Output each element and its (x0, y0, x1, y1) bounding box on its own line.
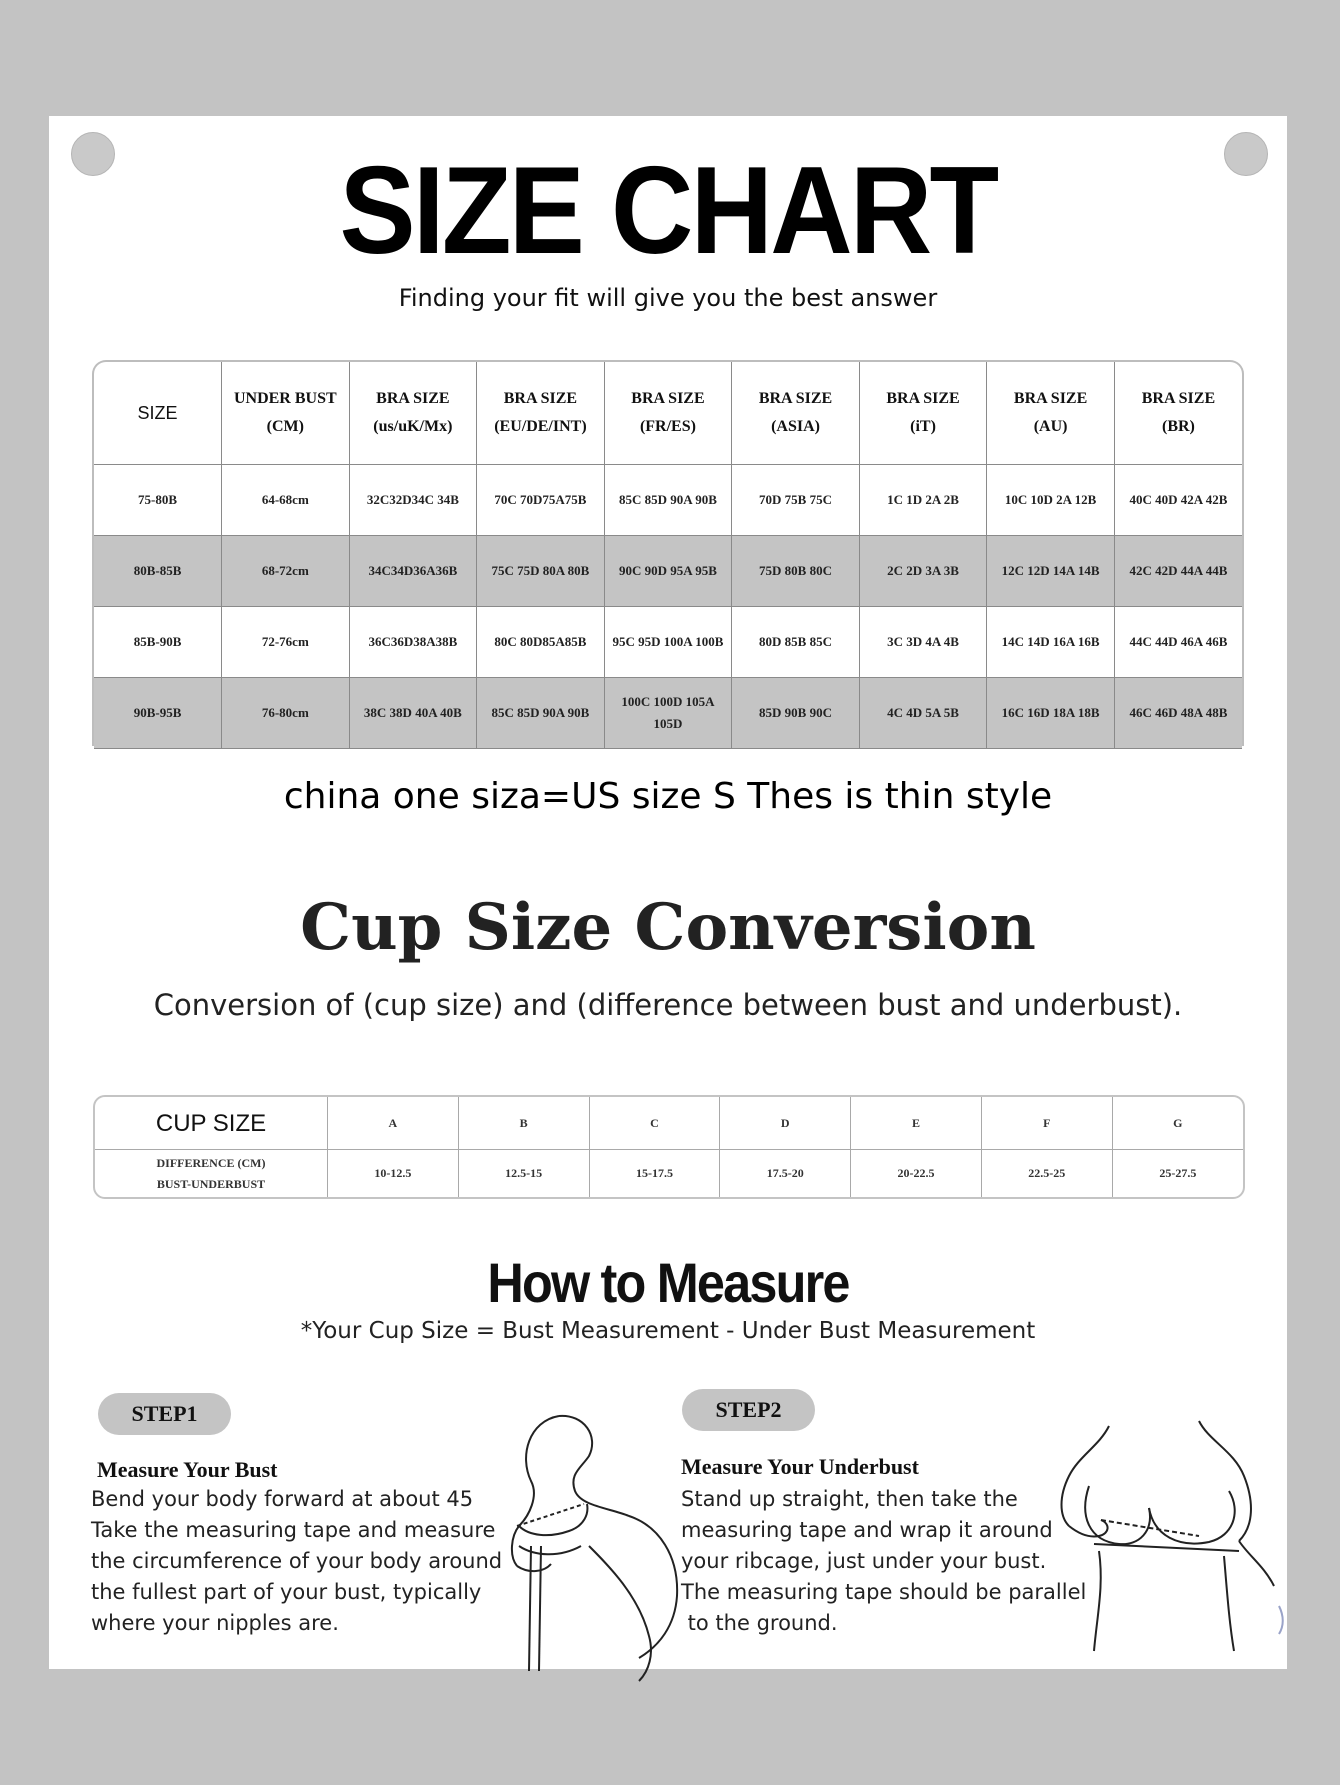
difference-label-line2: BUST-UNDERBUST (156, 1176, 266, 1191)
header-label: BRA SIZE (1141, 390, 1216, 407)
table-cell: 90C 90D 95A 95B (604, 536, 732, 607)
table-cell: 12C 12D 14A 14B (987, 536, 1115, 607)
header-cell (987, 362, 1115, 465)
table-cell: 32C32D34C 34B (349, 465, 477, 536)
table-cell: 34C34D36A36B (349, 536, 477, 607)
table-row (94, 607, 1242, 678)
table-cell: 75D 80B 80C (732, 536, 860, 607)
size-table (92, 360, 1244, 746)
difference-cell: 10-12.5 (328, 1150, 459, 1198)
table-cell: 1C 1D 2A 2B (859, 465, 987, 536)
step2-heading: Measure Your Underbust (681, 1454, 919, 1479)
header-sublabel: (us/uK/Mx) (373, 418, 453, 435)
table-cell: 75-80B (94, 465, 222, 536)
cup-cell: G (1112, 1097, 1243, 1150)
table-cell: 70D 75B 75C (732, 465, 860, 536)
header-cell (94, 362, 222, 465)
step1-instructions: Bend your body forward at about 45 Take the measuring tape and measure the circumference of your body around the fullest part of your bust, typically where your nipples are. (91, 1487, 503, 1635)
table-cell: 38C 38D 40A 40B (349, 678, 477, 749)
underbust-measure-illustration (1049, 1416, 1299, 1656)
size-chart-sheet (49, 116, 1287, 1669)
table-row (94, 678, 1242, 749)
difference-cell: 17.5-20 (720, 1150, 851, 1198)
measure-formula: *Your Cup Size = Bust Measurement - Under Bust Measurement (300, 1318, 1036, 1344)
difference-row (95, 1150, 1243, 1198)
cup-size-label: CUP SIZE (95, 1097, 328, 1150)
table-cell: 80B-85B (94, 536, 222, 607)
header-sublabel: (CM) (266, 418, 304, 435)
bust-measure-illustration (489, 1396, 689, 1686)
table-row (94, 536, 1242, 607)
difference-cell: 12.5-15 (458, 1150, 589, 1198)
cup-cell: B (458, 1097, 589, 1150)
table-cell: 85C 85D 90A 90B (604, 465, 732, 536)
measure-title: How to Measure (487, 1251, 849, 1314)
cup-cell: E (851, 1097, 982, 1150)
cup-cell: D (720, 1097, 851, 1150)
table-cell: 80C 80D85A85B (477, 607, 605, 678)
step1-badge: STEP1 (98, 1393, 231, 1435)
difference-cell: 20-22.5 (851, 1150, 982, 1198)
header-cell (222, 362, 350, 465)
table-cell: 100C 100D 105A 105D (604, 678, 732, 749)
difference-label-line1: DIFFERENCE (CM) (156, 1155, 266, 1170)
table-cell: 80D 85B 85C (732, 607, 860, 678)
table-cell: 42C 42D 44A 44B (1114, 536, 1242, 607)
table-cell: 85B-90B (94, 607, 222, 678)
difference-label (95, 1150, 328, 1198)
table-cell: 70C 70D75A75B (477, 465, 605, 536)
difference-cell: 25-27.5 (1112, 1150, 1243, 1198)
table-cell: 76-80cm (222, 678, 350, 749)
header-label: BRA SIZE (503, 390, 578, 407)
table-row (94, 465, 1242, 536)
step2-badge: STEP2 (682, 1389, 815, 1431)
header-cell (859, 362, 987, 465)
header-cell (1114, 362, 1242, 465)
table-cell: 44C 44D 46A 46B (1114, 607, 1242, 678)
header-sublabel: (iT) (910, 418, 936, 435)
table-cell: 85D 90B 90C (732, 678, 860, 749)
cup-cell: C (589, 1097, 720, 1150)
table-cell: 2C 2D 3A 3B (859, 536, 987, 607)
header-sublabel: (AU) (1033, 418, 1068, 435)
header-label: BRA SIZE (631, 390, 705, 407)
table-cell: 46C 46D 48A 48B (1114, 678, 1242, 749)
cup-row (95, 1097, 1243, 1150)
table-cell: 4C 4D 5A 5B (859, 678, 987, 749)
page-title: SIZE CHART (339, 142, 997, 280)
header-sublabel: (ASIA) (771, 418, 820, 435)
header-cell (732, 362, 860, 465)
table-cell: 64-68cm (222, 465, 350, 536)
header-cell (477, 362, 605, 465)
table-cell: 3C 3D 4A 4B (859, 607, 987, 678)
cup-section-subtitle: Conversion of (cup size) and (difference between bust and underbust). (153, 988, 1183, 1022)
cup-cell: A (328, 1097, 459, 1150)
page-subtitle: Finding your fit will give you the best answer (398, 284, 938, 312)
header-label: BRA SIZE (886, 390, 960, 407)
header-label: BRA SIZE (758, 390, 833, 407)
table-cell: 14C 14D 16A 16B (987, 607, 1115, 678)
cup-conversion-table (93, 1095, 1245, 1199)
difference-cell: 22.5-25 (981, 1150, 1112, 1198)
cup-section-title: Cup Size Conversion (300, 890, 1036, 965)
step2-instructions: Stand up straight, then take the measuring tape and wrap it around your ribcage, just under your bust. The measuring tape should be parallel to the ground. (681, 1487, 1087, 1635)
header-label: BRA SIZE (376, 390, 450, 407)
fit-note: china one siza=US size S Thes is thin style (283, 776, 1053, 817)
header-cell (604, 362, 732, 465)
header-label: UNDER BUST (233, 390, 337, 407)
header-label: BRA SIZE (1013, 390, 1088, 407)
table-cell: 16C 16D 18A 18B (987, 678, 1115, 749)
header-sublabel: (BR) (1161, 418, 1195, 435)
table-cell: 85C 85D 90A 90B (477, 678, 605, 749)
table-cell: 75C 75D 80A 80B (477, 536, 605, 607)
step1-heading: Measure Your Bust (97, 1457, 278, 1482)
header-label: SIZE (137, 403, 178, 423)
table-cell: 95C 95D 100A 100B (604, 607, 732, 678)
table-cell: 90B-95B (94, 678, 222, 749)
table-cell: 72-76cm (222, 607, 350, 678)
table-cell: 10C 10D 2A 12B (987, 465, 1115, 536)
table-cell: 40C 40D 42A 42B (1114, 465, 1242, 536)
table-cell: 68-72cm (222, 536, 350, 607)
cup-cell: F (981, 1097, 1112, 1150)
size-table-header-row (94, 362, 1242, 465)
header-cell (349, 362, 477, 465)
header-sublabel: (FR/ES) (639, 418, 696, 435)
difference-cell: 15-17.5 (589, 1150, 720, 1198)
table-cell: 36C36D38A38B (349, 607, 477, 678)
header-sublabel: (EU/DE/INT) (494, 418, 587, 435)
